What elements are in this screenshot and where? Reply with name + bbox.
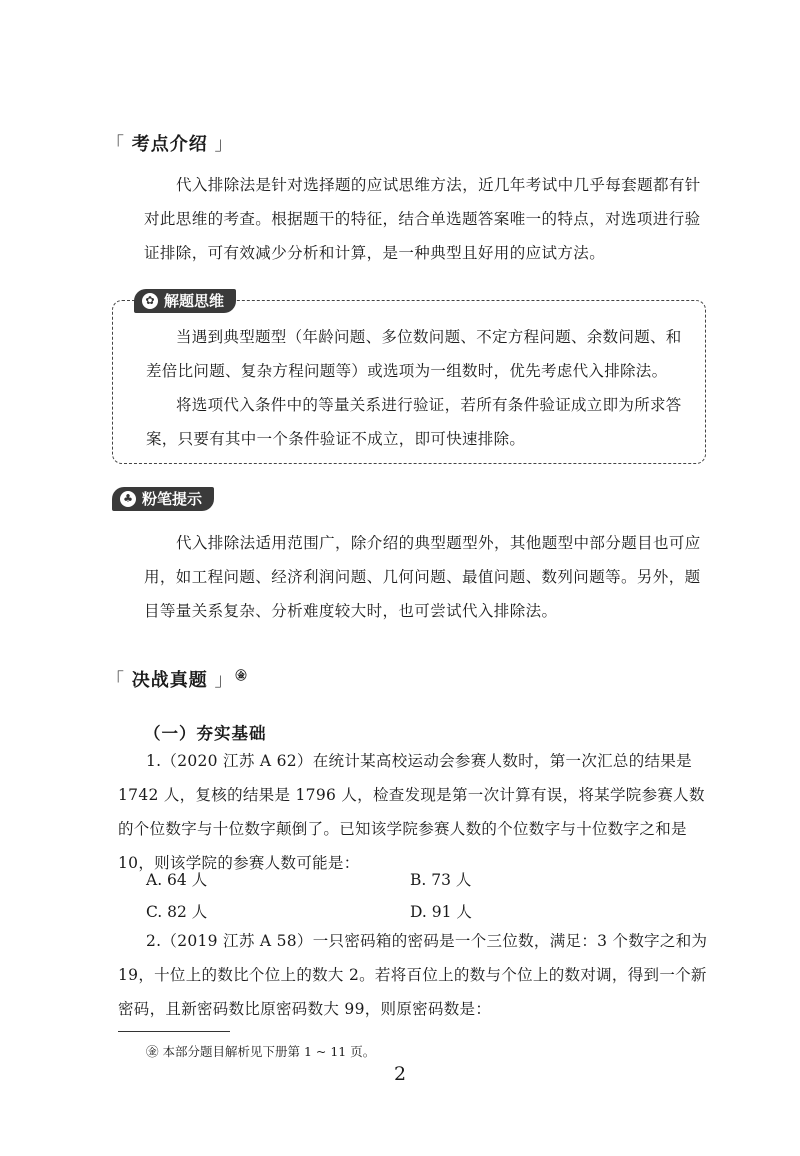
- q1-option-c: C. 82 人: [146, 903, 208, 921]
- q1-option-d: D. 91 人: [410, 903, 472, 921]
- thinking-paragraph-1: 当遇到典型题型（年龄问题、多位数问题、不定方程问题、余数问题、和差倍比问题、复杂方程问题等）或选项为一组数时，优先考虑代入排除法。: [146, 328, 682, 380]
- bracket-open-icon: 「: [106, 134, 132, 155]
- exam-title: 决战真题: [131, 670, 208, 691]
- bracket-close-icon: 」: [207, 670, 234, 691]
- exam-heading: [106, 666, 247, 692]
- tip-paragraph: 代入排除法适用范围广，除介绍的典型题型外，其他题型中部分题目也可应用，如工程问题、经济利润问题、几何问题、最值问题、数列问题等。另外，题目等量关系复杂、分析难度较大时，也可尝试代入排除法。: [144, 534, 701, 620]
- question-2-stem: 2.（2019 江苏 A 58）一只密码箱的密码是一个三位数，满足：3 个数字之和为19，十位上的数比个位上的数大 2。若将百位上的数与个位上的数对调，得到一个新密码，且新密码数比原密码数大 99，则原密码数是：: [118, 932, 708, 1018]
- tip-tag-label: 粉笔提示: [142, 490, 203, 508]
- bracket-close-icon: 」: [207, 134, 234, 155]
- q1-option-a: A. 64 人: [146, 871, 208, 889]
- intro-paragraph: 代入排除法是针对选择题的应试思维方法，近几年考试中几乎每套题都有针对此思维的考查。根据题干的特征，结合单选题答案唯一的特点，对选项进行验证排除，可有效减少分析和计算，是一种典型且好用的应试方法。: [144, 176, 701, 262]
- sprout-icon: ♣: [120, 491, 136, 507]
- thinking-tag: [134, 289, 236, 313]
- bracket-open-icon: 「: [106, 670, 132, 691]
- footnote-divider: [118, 1031, 230, 1032]
- page-number: 2: [393, 1063, 407, 1085]
- footnote: ㊎ 本部分题目解析见下册第 1 ~ 11 页。: [146, 1044, 376, 1059]
- intro-paragraph-block: [144, 168, 704, 270]
- intro-heading: [106, 130, 233, 156]
- question-1-stem: 1.（2020 江苏 A 62）在统计某高校运动会参赛人数时，第一次汇总的结果是1742 人，复核的结果是 1796 人，检查发现是第一次计算有误，将某学院参赛人数的个位数字与十位数字颠倒了。已知该学院参赛人数的个位数字与十位数字之和是 10，则该学院的参赛人数可能是：: [118, 752, 705, 872]
- thinking-tag-label: 解题思维: [164, 292, 225, 310]
- tip-tag: [112, 487, 214, 511]
- question-1: [118, 744, 708, 880]
- question-2: [118, 924, 708, 1026]
- subsection-title: （一）夯实基础: [144, 724, 267, 743]
- footnote-mark: ㊎: [235, 669, 248, 682]
- intro-title: 考点介绍: [131, 134, 208, 155]
- thinking-text: [146, 320, 686, 456]
- bulb-icon: ✿: [142, 293, 158, 309]
- thinking-paragraph-2: 将选项代入条件中的等量关系进行验证，若所有条件验证成立即为所求答案，只要有其中一个条件验证不成立，即可快速排除。: [146, 396, 682, 448]
- q1-option-b: B. 73 人: [410, 871, 472, 889]
- tip-paragraph-block: [144, 526, 704, 628]
